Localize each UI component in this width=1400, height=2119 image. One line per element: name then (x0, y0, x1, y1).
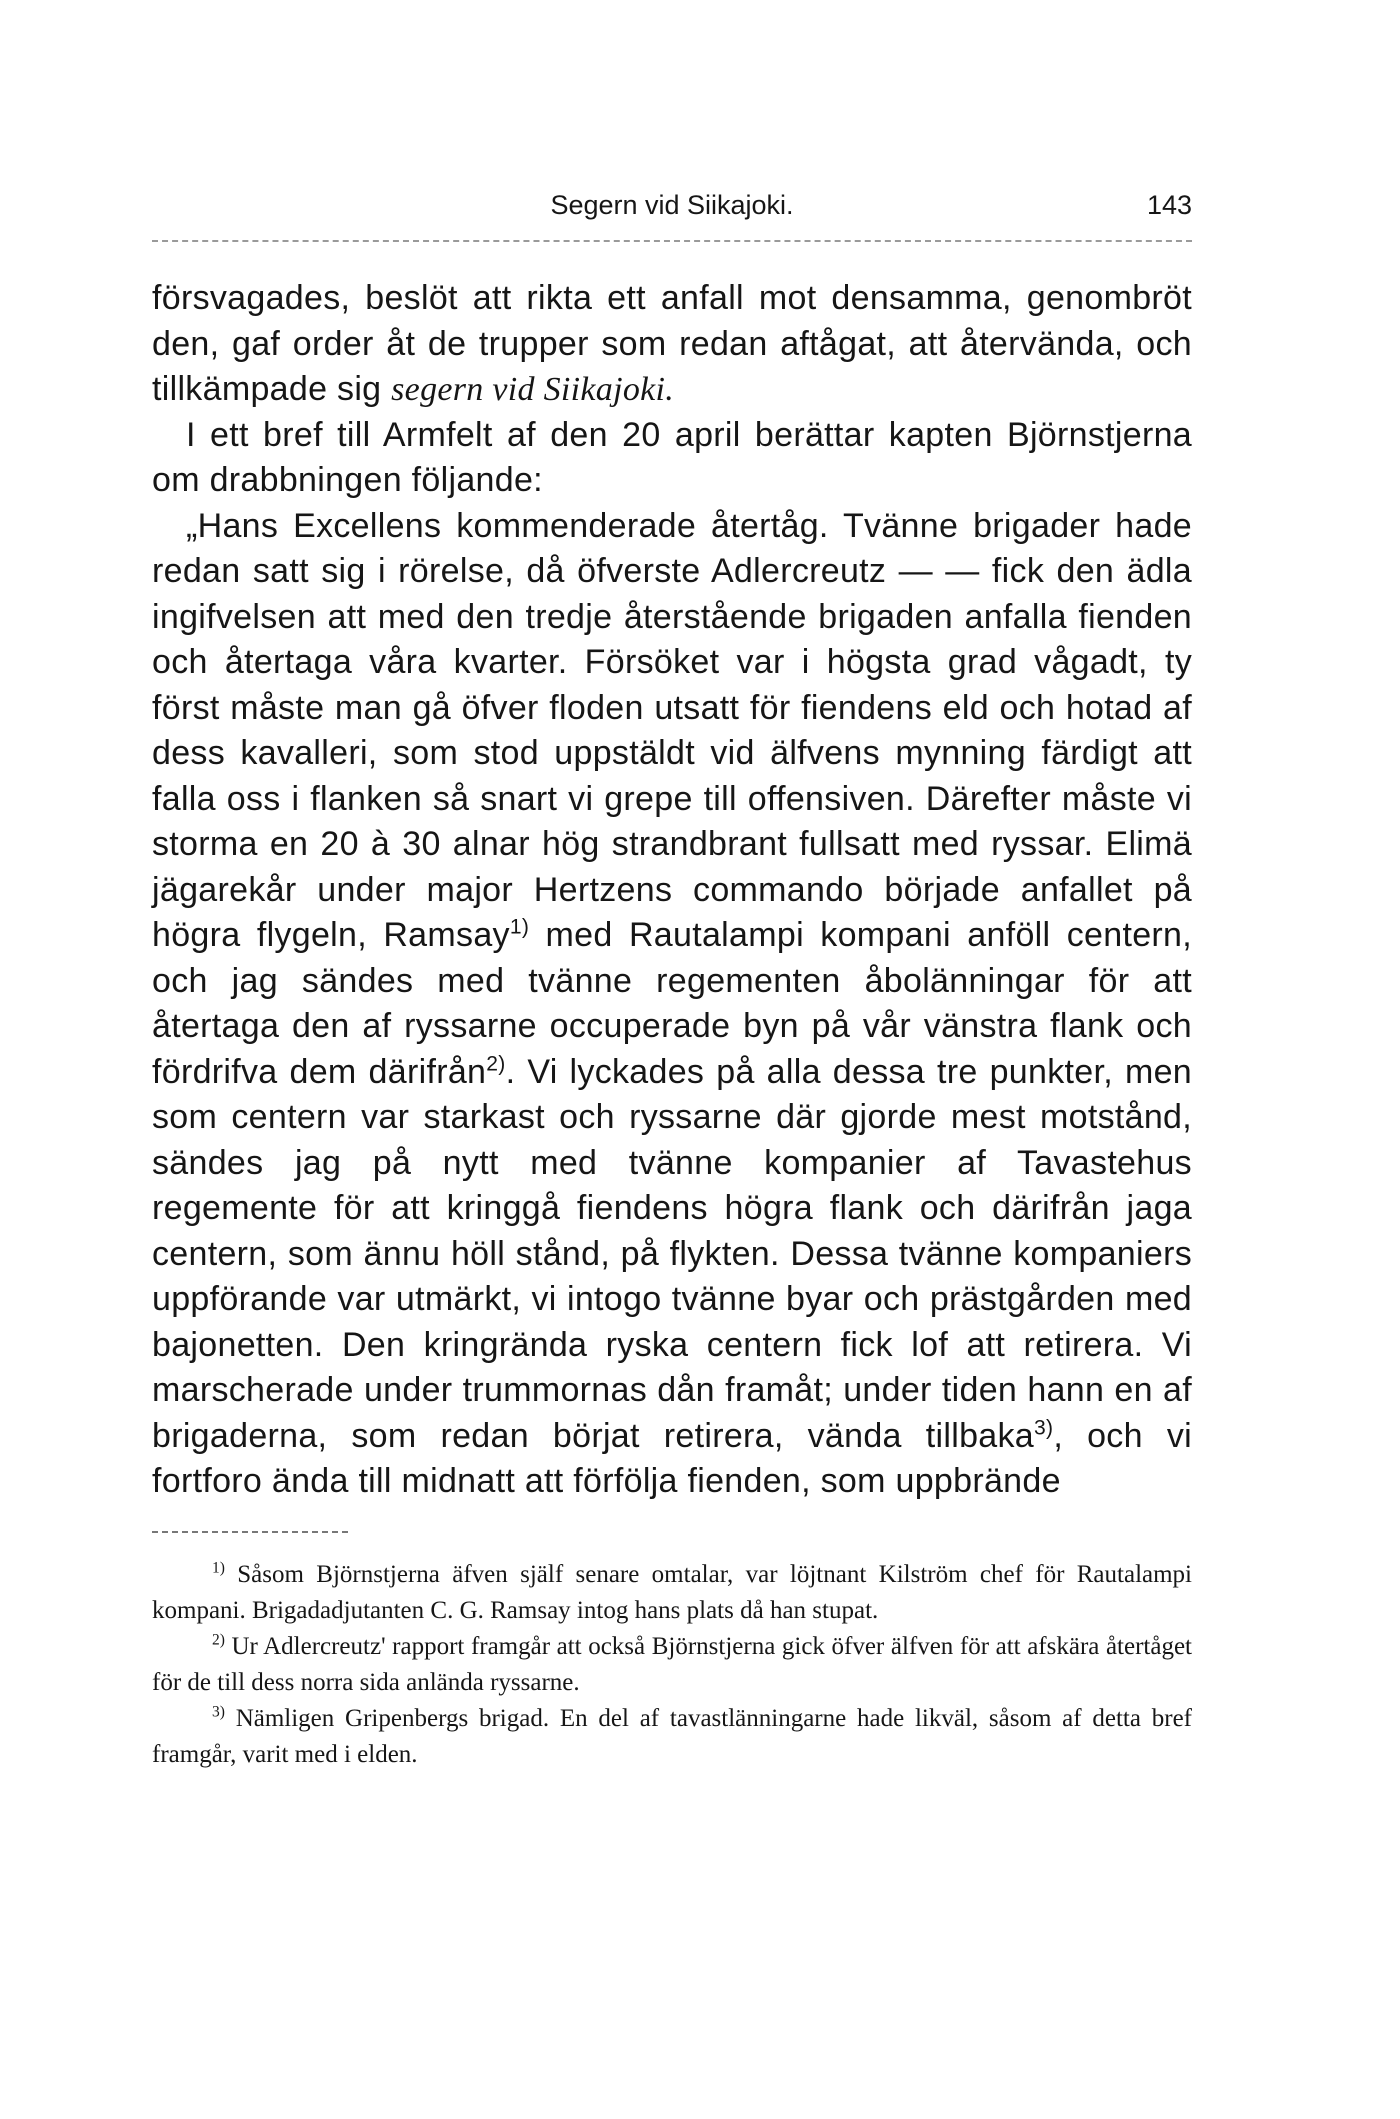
paragraph-1-text: försvagades, beslöt att rikta ett anfall mot densamma, genombröt den, gaf order åt de trupper som redan aftågat, att återvända, och tillkämpade sig (152, 279, 1192, 408)
body-text (152, 276, 1192, 1505)
footnote-ref-1: 1) (509, 915, 530, 939)
footnote-separator (152, 1531, 348, 1533)
footnote-1-text: Såsom Björnstjerna äfven själf senare omtalar, var löjtnant Kilström chef för Rautalampi kompani. Brigadadjutanten C. G. Ramsay intog hans plats då han stupat. (152, 1560, 1192, 1624)
book-page (152, 190, 1192, 1773)
footnote-2 (152, 1629, 1192, 1701)
footnote-ref-2: 2) (486, 1052, 506, 1076)
header-rule (152, 240, 1192, 242)
footnote-3-marker: 3) (212, 1703, 225, 1721)
page-number: 143 (1146, 190, 1192, 220)
running-title: Segern vid Siikajoki. (550, 190, 794, 220)
quote-text-part-4: , och vi fortforo ända till midnatt att förfölja fienden, som uppbrände (152, 1416, 1192, 1500)
paragraph-3-quote (152, 504, 1192, 1505)
footnote-1-marker: 1) (212, 1559, 225, 1577)
quote-text-part-2: med Rautalampi kompani anföll centern, och jag sändes med tvänne regementen åbolänningar för att återtaga den af ryssarne occuperade byn på vår vänstra flank och fördrifva dem därifrån (152, 916, 1192, 1091)
emphasized-phrase: segern vid Siikajoki. (391, 371, 675, 408)
footnote-3-text: Nämligen Gripenbergs brigad. En del af tavastlänningarne hade likväl, såsom af detta bref framgår, varit med i elden. (152, 1704, 1192, 1768)
paragraph-1 (152, 276, 1192, 413)
running-head (152, 190, 1192, 234)
paragraph-2: I ett bref till Armfelt af den 20 april berättar kapten Björnstjerna om drabbningen följande: (152, 415, 1192, 499)
footnote-ref-3: 3) (1034, 1416, 1054, 1440)
footnotes (152, 1557, 1192, 1773)
footnote-2-marker: 2) (212, 1631, 225, 1649)
quote-text-part-3: . Vi lyckades på alla dessa tre punkter, men som centern var starkast och ryssarne där gjorde mest motstånd, sändes jag på nytt med tvänne kompanier af Tavastehus regemente för att kringgå fiendens högra flank och därifrån jaga centern, som ännu höll stånd, på flykten. Dessa tvänne kompaniers uppförande var utmärkt, vi intogo tvänne byar och prästgården med bajonetten. Den kringrända ryska centern fick lof att retirera. Vi marscherade under trummornas dån framåt; under tiden hann en af brigaderna, som redan börjat retirera, vända tillbaka (152, 1052, 1192, 1455)
quote-text-part-1: „Hans Excellens kommenderade återtåg. Tvänne brigader hade redan satt sig i rörelse, då öfverste Adlercreutz — — fick den ädla ingifvelsen att med den tredje återstående brigaden anfalla fienden och återtaga våra kvarter. Försöket var i högsta grad vågadt, ty först måste man gå öfver floden utsatt för fiendens eld och hotad af dess kavalleri, som stod uppstäldt vid älfvens mynning färdigt att falla oss i flanken så snart vi grepe till offensiven. Därefter måste vi storma en 20 à 30 alnar hög strandbrant fullsatt med ryssar. Elimä jägarekår under major Hertzens commando började anfallet på högra flygeln, Ramsay (152, 506, 1192, 954)
footnote-2-text: Ur Adlercreutz' rapport framgår att också Björnstjerna gick öfver älfven för att afskära återtåget för de till dess norra sida anlända ryssarne. (152, 1632, 1192, 1696)
footnote-3 (152, 1701, 1192, 1773)
footnote-1 (152, 1557, 1192, 1629)
